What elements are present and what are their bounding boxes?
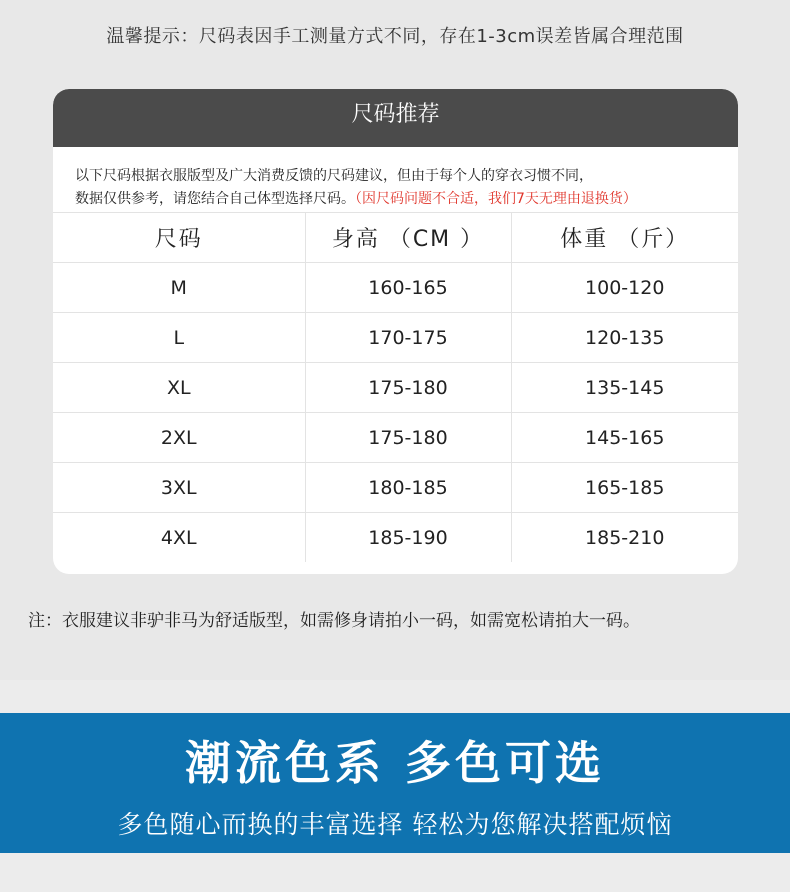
size-recommendation-card — [53, 89, 738, 574]
card-title: 尺码推荐 — [53, 89, 738, 147]
size-cell: XL — [53, 363, 305, 413]
size-cell: L — [53, 313, 305, 363]
intro-line-2 — [75, 188, 738, 211]
height-cell: 170-175 — [305, 313, 511, 363]
height-cell: 175-180 — [305, 363, 511, 413]
weight-cell: 185-210 — [511, 513, 738, 563]
weight-cell: 145-165 — [511, 413, 738, 463]
weight-cell: 135-145 — [511, 363, 738, 413]
size-cell: 2XL — [53, 413, 305, 463]
size-cell: 4XL — [53, 513, 305, 563]
header-size: 尺码 — [53, 213, 305, 263]
height-cell: 160-165 — [305, 263, 511, 313]
table-header-row — [53, 213, 738, 263]
fit-note: 注：衣服建议非驴非马为舒适版型，如需修身请拍小一码，如需宽松请拍大一码。 — [28, 611, 640, 631]
weight-cell: 165-185 — [511, 463, 738, 513]
table-row — [53, 363, 738, 413]
weight-cell: 100-120 — [511, 263, 738, 313]
size-cell: 3XL — [53, 463, 305, 513]
table-row — [53, 513, 738, 563]
header-weight: 体重 （斤） — [511, 213, 738, 263]
weight-cell: 120-135 — [511, 313, 738, 363]
intro-line-1: 以下尺码根据衣服版型及广大消费反馈的尺码建议，但由于每个人的穿衣习惯不同， — [75, 168, 593, 184]
card-intro — [53, 147, 738, 212]
height-cell: 175-180 — [305, 413, 511, 463]
return-policy-notice: （因尺码问题不合适，我们7天无理由退换货） — [355, 191, 637, 207]
intro-line-2-text: 数据仅供参考，请您结合自己体型选择尺码。 — [75, 191, 355, 207]
size-table — [53, 212, 738, 562]
table-row — [53, 463, 738, 513]
banner-title: 潮流色系 多色可选 — [184, 736, 605, 790]
header-height: 身高 （CM ） — [305, 213, 511, 263]
banner-subtitle: 多色随心而换的丰富选择 轻松为您解决搭配烦恼 — [117, 810, 673, 839]
table-row — [53, 263, 738, 313]
size-cell: M — [53, 263, 305, 313]
table-row — [53, 313, 738, 363]
table-row — [53, 413, 738, 463]
color-banner — [0, 713, 790, 853]
height-cell: 180-185 — [305, 463, 511, 513]
height-cell: 185-190 — [305, 513, 511, 563]
measurement-tip: 温馨提示：尺码表因手工测量方式不同，存在1-3cm误差皆属合理范围 — [106, 26, 684, 47]
